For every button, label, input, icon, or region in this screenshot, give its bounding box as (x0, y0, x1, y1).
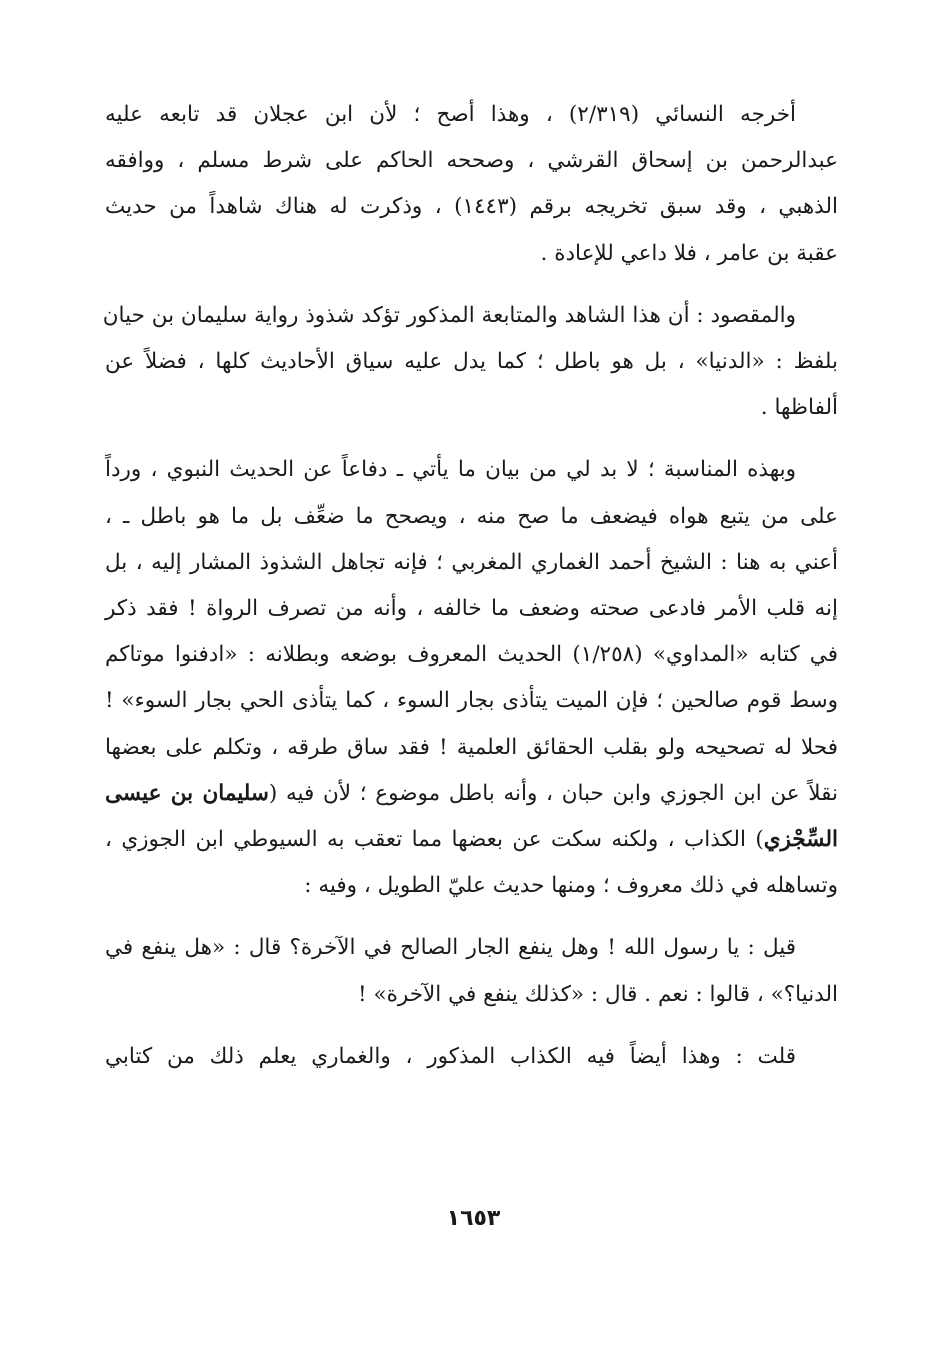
narrator-name: سليمان بن عيسى (105, 780, 269, 806)
text-line: الدنيا؟» ، قالوا : نعم . قال : «كذلك ينفع في الآخرة» ! (357, 981, 838, 1007)
text-line: أخرجه النسائي (٢/٣١٩) ، وهذا أصح ؛ لأن ابن عجلان قد تابعه عليه (105, 102, 796, 127)
text-line: وسط قوم صالحين ؛ فإن الميت يتأذى بجار السوء ، كما يتأذى الحي بجار السوء» ! (105, 688, 838, 714)
paragraph-5 (105, 1034, 838, 1080)
text-line: عقبة بن عامر ، فلا داعي للإعادة . (540, 240, 838, 266)
paragraph-2 (102, 293, 838, 432)
text-line: أعني به هنا : الشيخ أحمد الغماري المغربي ؛ فإنه تجاهل الشذوذ المشار إليه ، بل (105, 549, 838, 575)
text-line: إنه قلب الأمر فادعى صحته وضعف ما خالفه ، وأنه من تصرف الرواة ! فقد ذكر (105, 596, 838, 622)
narrator-nisba: السِّجْزي (763, 827, 838, 853)
body-text (102, 92, 839, 1080)
paragraph-1 (105, 92, 838, 277)
text-line: وتساهله في ذلك معروف ؛ ومنها حديث عليّ الطويل ، وفيه : (304, 873, 838, 899)
paragraph-3 (105, 447, 838, 909)
paragraph-4 (105, 925, 838, 1017)
text-line: وبهذه المناسبة ؛ لا بد لي من بيان ما يأتي ـ دفاعاً عن الحديث النبوي ، ورداً (105, 457, 796, 483)
text-line: قلت : وهذا أيضاً فيه الكذاب المذكور ، والغماري يعلم ذلك من كتابي (105, 1043, 796, 1069)
text-line: السِّجْزي) الكذاب ، ولكنه سكت عن بعضها مما تعقب به السيوطي ابن الجوزي ، (105, 827, 838, 853)
text-line: الذهبي ، وقد سبق تخريجه برقم (١٤٤٣) ، وذكرت له هناك شاهداً من حديث (105, 194, 838, 220)
text-line: فحلا له تصحيحه ولو بقلب الحقائق العلمية ! فقد ساق طرقه ، وتكلم على بعضها (105, 734, 838, 760)
page-number: ١٦٥٣ (446, 1206, 501, 1231)
text-line: بلفظ : «الدنيا» ، بل هو باطل ؛ كما يدل عليه سياق الأحاديث كلها ، فضلاً عن (105, 349, 838, 375)
text-line: على من يتبع هواه فيضعف ما صح منه ، ويصحح ما ضعِّف بل ما هو باطل ـ ، (105, 503, 838, 529)
text-line: نقلاً عن ابن الجوزي وابن حبان ، وأنه باطل موضوع ؛ لأن فيه (سليمان بن عيسى (105, 780, 838, 806)
text-line: ألفاظها . (760, 395, 838, 421)
text-line: قيل : يا رسول الله ! وهل ينفع الجار الصالح في الآخرة؟ قال : «هل ينفع في (105, 935, 796, 961)
text-line: والمقصود : أن هذا الشاهد والمتابعة المذكور تؤكد شذوذ رواية سليمان بن حيان (102, 302, 796, 328)
text-line: عبدالرحمن بن إسحاق القرشي ، وصححه الحاكم على شرط مسلم ، ووافقه (105, 148, 838, 174)
text-line: في كتابه «المداوي» (١/٢٥٨) الحديث المعروف بوضعه وبطلانه : «ادفنوا موتاكم (105, 642, 839, 668)
